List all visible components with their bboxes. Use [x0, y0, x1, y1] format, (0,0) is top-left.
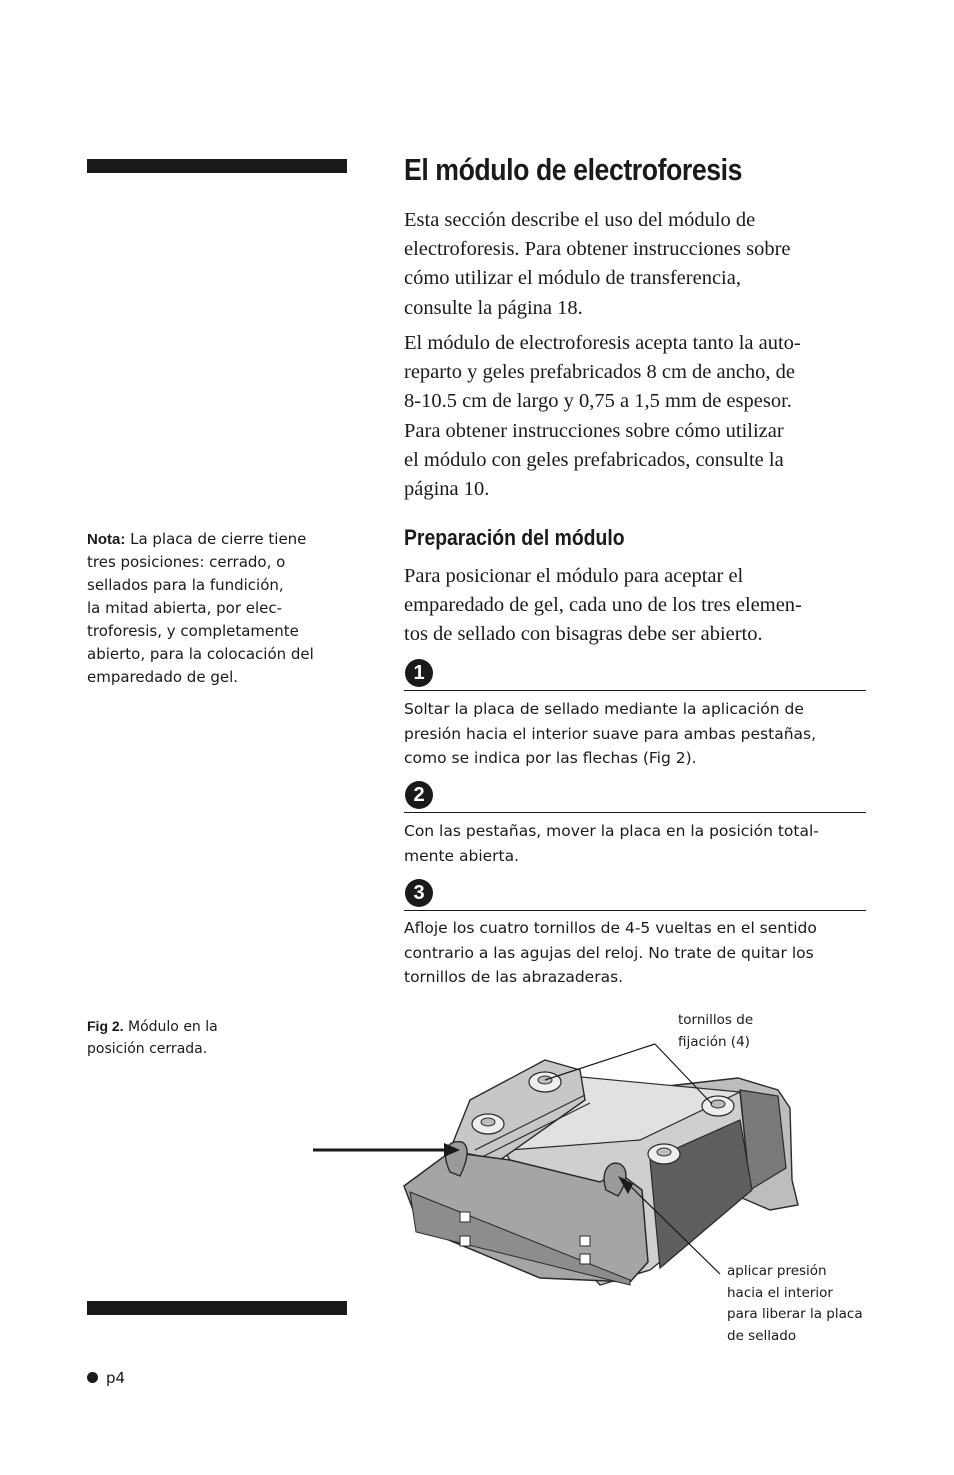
bullet-icon — [87, 1372, 98, 1383]
step-1-text: Soltar la placa de sellado mediante la aplicación de presión hacia el interior suave para ambas pestañas, como se indica por las flechas (Fig 2). — [404, 700, 817, 767]
page-number: p4 — [87, 1368, 125, 1388]
intro-paragraph-1: Esta sección describe el uso del módulo de electroforesis. Para obtener instrucciones sobre cómo utilizar el módulo de transferencia, consulte la página 18. — [404, 209, 791, 319]
figure-caption-label: Fig 2. — [87, 1018, 124, 1034]
intro-paragraph-2: El módulo de electroforesis acepta tanto la auto- reparto y geles prefabricados 8 cm de ancho, de 8-10.5 cm de largo y 0,75 a 1,5 mm de espesor. Para obtener instrucciones sobre cómo utilizar el módulo con geles prefabricados, consulte la página 10. — [404, 332, 801, 501]
callout-pressure: aplicar presión hacia el interior para liberar la placa de sellado — [727, 1263, 863, 1344]
electrophoresis-module-illustration — [300, 1000, 820, 1300]
screw-1 — [529, 1072, 561, 1092]
figure-caption: Fig 2. Módulo en la posición cerrada. — [87, 1018, 218, 1057]
step-3-number: 3 — [405, 879, 433, 907]
note-label: Nota: — [87, 531, 126, 548]
section-intro: Para posicionar el módulo para aceptar el emparedado de gel, cada uno de los tres elemen- tos de sellado con bisagras debe ser abierto. — [404, 565, 802, 646]
screw-2 — [472, 1114, 504, 1134]
bottom-rule-bar — [87, 1301, 347, 1315]
leader-screws-a — [545, 1044, 655, 1080]
step-1-number: 1 — [405, 659, 433, 687]
step-2-text: Con las pestañas, mover la placa en la posición total- mente abierta. — [404, 822, 819, 865]
step-1-rule — [404, 690, 866, 691]
step-3-rule — [404, 910, 866, 911]
step-2-number: 2 — [405, 781, 433, 809]
section-heading: Preparación del módulo — [404, 525, 625, 550]
page-title: El módulo de electroforesis — [404, 152, 743, 187]
screw-4 — [648, 1144, 680, 1164]
side-note: Nota: La placa de cierre tiene tres posiciones: cerrado, o sellados para la fundición, la mitad abierta, por elec- troforesis, y completamente abierto, para la colocación del emparedado de gel. — [87, 530, 314, 686]
top-rule-bar — [87, 159, 347, 173]
step-2-rule — [404, 812, 866, 813]
step-3-text: Afloje los cuatro tornillos de 4-5 vueltas en el sentido contrario a las agujas del reloj. No trate de quitar los tornillos de las abrazaderas. — [404, 919, 817, 986]
callout-screws: tornillos de fijación (4) — [678, 1012, 754, 1050]
